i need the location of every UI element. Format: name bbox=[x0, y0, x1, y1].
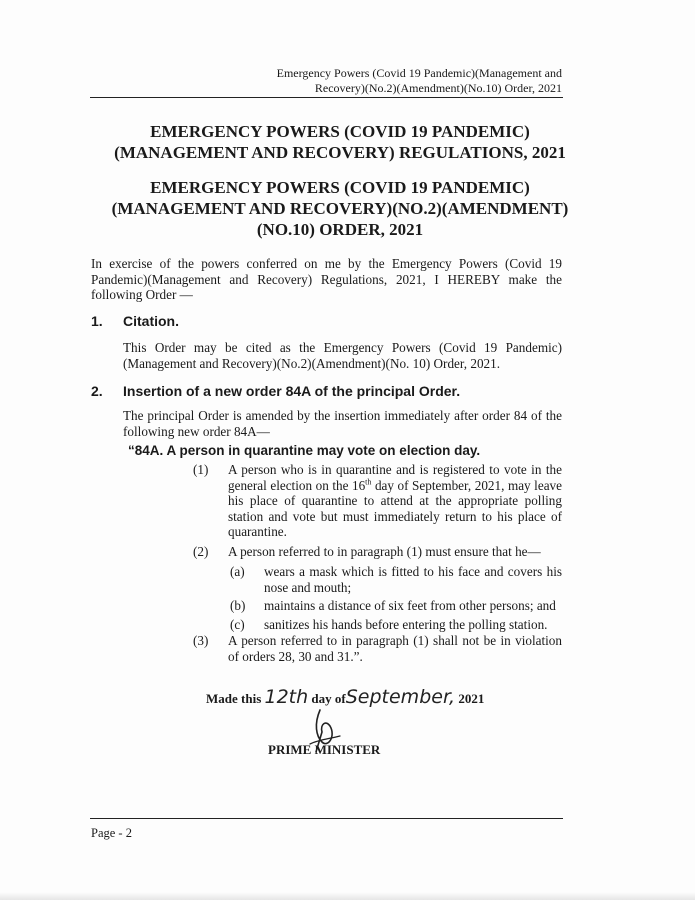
enacting-clause: In exercise of the powers conferred on me by the Emergency Powers (Covid 19 Pandemic)(Management and Recovery) Regulations, 2021, I HEREBY make the following Order — bbox=[91, 256, 562, 302]
item-c-number: (c) bbox=[230, 617, 245, 632]
made-this-label: Made this bbox=[206, 691, 262, 706]
handwritten-month: September, bbox=[345, 686, 456, 708]
header-rule bbox=[90, 97, 563, 98]
footer-rule bbox=[90, 818, 563, 819]
paragraph-1-number: (1) bbox=[193, 462, 209, 477]
item-b-text: maintains a distance of six feet from other persons; and bbox=[264, 598, 556, 613]
year-label: 2021 bbox=[458, 691, 485, 706]
running-header-line1: Emergency Powers (Covid 19 Pandemic)(Management and bbox=[276, 66, 562, 80]
item-b-number: (b) bbox=[230, 598, 246, 613]
section-1-number: 1. bbox=[91, 313, 103, 329]
order-title-line2: (MANAGEMENT AND RECOVERY)(NO.2)(AMENDMENT) bbox=[111, 199, 569, 218]
paragraph-3-number: (3) bbox=[193, 633, 209, 648]
regulations-title-line1: EMERGENCY POWERS (COVID 19 PANDEMIC) bbox=[150, 122, 530, 141]
paragraph-1-text-start: A person who is in quarantine and is registered to vote in the general election on the 16 bbox=[228, 462, 562, 493]
new-order-heading: “84A. A person in quarantine may vote on election day. bbox=[128, 443, 481, 458]
section-2-number: 2. bbox=[91, 383, 103, 399]
section-1-heading: Citation. bbox=[123, 313, 179, 329]
running-header-line2: Recovery)(No.2)(Amendment)(No.10) Order, 2021 bbox=[314, 81, 562, 95]
paragraph-1-text-end: day of September, 2021, may leave his place of quarantine to attend at the appropriate polling station and vote but must immediately return to his place of quarantine. bbox=[228, 477, 562, 539]
section-2-heading: Insertion of a new order 84A of the principal Order. bbox=[123, 383, 461, 399]
paragraph-2-number: (2) bbox=[193, 544, 209, 559]
order-title bbox=[90, 177, 590, 240]
paragraph-3-text: A person referred to in paragraph (1) shall not be in violation of orders 28, 30 and 31.”. bbox=[228, 633, 562, 664]
paragraph-1-text bbox=[228, 462, 562, 540]
signatory-title: PRIME MINISTER bbox=[268, 742, 381, 757]
ordinal-suffix: th bbox=[365, 477, 372, 487]
item-a-text: wears a mask which is fitted to his face and covers his nose and mouth; bbox=[264, 564, 562, 595]
section-2-body: The principal Order is amended by the insertion immediately after order 84 of the following new order 84A— bbox=[123, 408, 562, 439]
item-a-number: (a) bbox=[230, 564, 245, 579]
day-of-label: day of bbox=[311, 691, 346, 706]
order-title-line3: (NO.10) ORDER, 2021 bbox=[256, 220, 424, 239]
handwritten-day: 12th bbox=[264, 686, 309, 708]
made-this-line bbox=[206, 686, 484, 708]
running-header bbox=[277, 66, 562, 96]
scan-shadow bbox=[0, 892, 695, 900]
section-1-body: This Order may be cited as the Emergency Powers (Covid 19 Pandemic) (Management and Recovery)(No.2)(Amendment)(No. 10) Order, 2021. bbox=[123, 340, 562, 371]
item-c-text: sanitizes his hands before entering the polling station. bbox=[264, 617, 548, 632]
order-title-line1: EMERGENCY POWERS (COVID 19 PANDEMIC) bbox=[150, 178, 530, 197]
regulations-title bbox=[90, 121, 590, 163]
paragraph-2-text: A person referred to in paragraph (1) must ensure that he— bbox=[228, 544, 541, 559]
regulations-title-line2: (MANAGEMENT AND RECOVERY) REGULATIONS, 2021 bbox=[114, 143, 566, 162]
page-number: Page - 2 bbox=[91, 826, 132, 840]
